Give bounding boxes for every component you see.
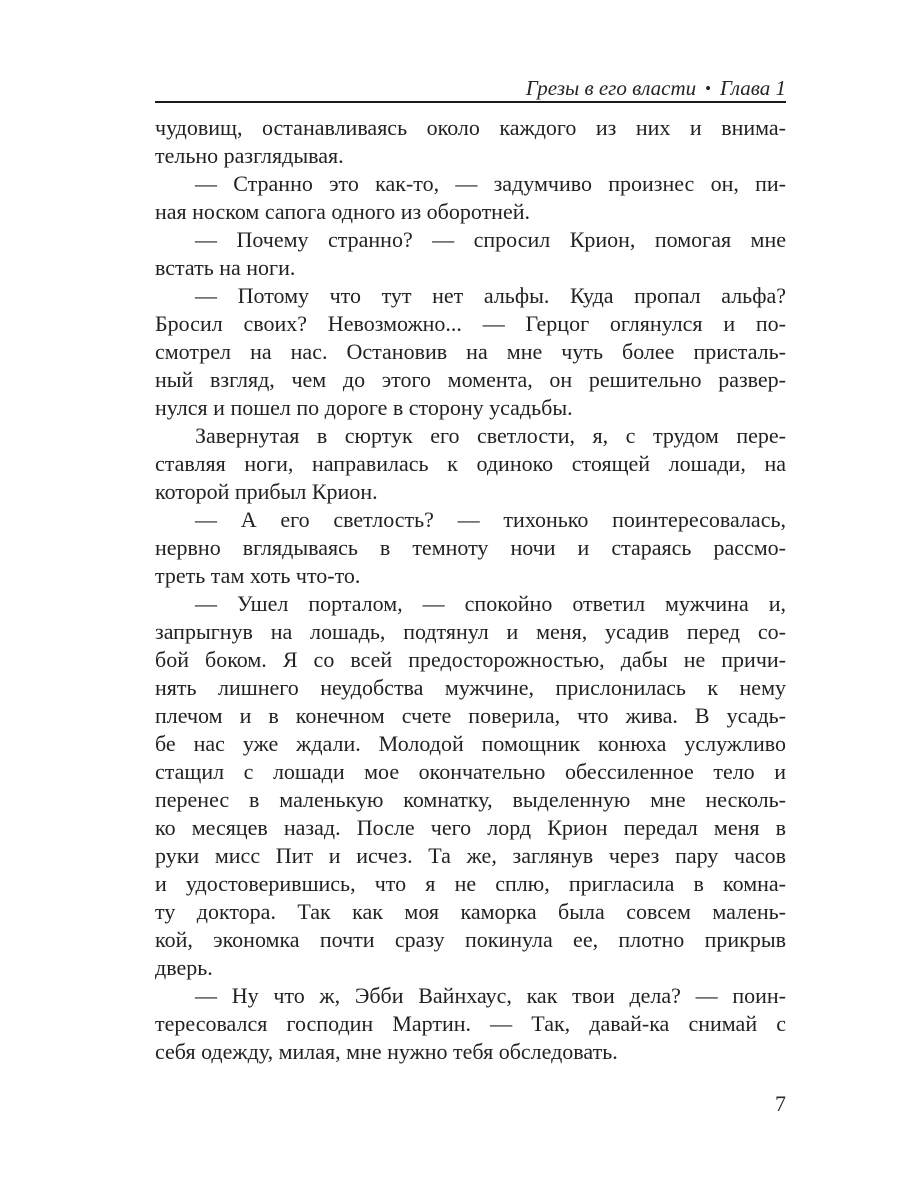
text-line: — Ушел порталом, — спокойно ответил мужчина и,: [195, 591, 786, 616]
header-separator-dot: •: [705, 79, 712, 98]
running-header: [155, 76, 786, 101]
header-rule: [155, 101, 786, 103]
text-line: ставляя ноги, направилась к одиноко стоящей лошади, на: [155, 451, 786, 476]
text-line: запрыгнув на лошадь, подтянул и меня, усадив перед со-: [155, 619, 786, 644]
text-line: перенес в маленькую комнатку, выделенную мне несколь-: [155, 787, 786, 812]
text-line: плечом и в конечном счете поверила, что жива. В усадь-: [155, 703, 786, 728]
text-line: ту доктора. Так как моя каморка была совсем малень-: [155, 899, 786, 924]
text-line: смотрел на нас. Остановив на мне чуть более присталь-: [155, 339, 786, 364]
text-line: Завернутая в сюртук его светлости, я, с трудом пере-: [195, 423, 786, 448]
text-line: стащил с лошади мое окончательно обессиленное тело и: [155, 759, 786, 784]
text-line: — Потому что тут нет альфы. Куда пропал альфа?: [195, 283, 786, 308]
text-line: нять лишнего неудобства мужчине, прислонилась к нему: [155, 675, 786, 700]
text-line: бе нас уже ждали. Молодой помощник конюха услужливо: [155, 731, 786, 756]
chapter-label: Глава 1: [720, 76, 786, 100]
text-line: — Почему странно? — спросил Крион, помогая мне: [195, 227, 786, 252]
text-line: нулся и пошел по дороге в сторону усадьбы.: [155, 395, 573, 420]
text-line: руки мисс Пит и исчез. Та же, заглянув через пару часов: [155, 843, 786, 868]
text-line: треть там хоть что-то.: [155, 563, 361, 588]
text-line: ко месяцев назад. После чего лорд Крион передал меня в: [155, 815, 786, 840]
text-line: чудовищ, останавливаясь около каждого из них и внима-: [155, 115, 786, 140]
text-line: тересовался господин Мартин. — Так, давай-ка снимай с: [155, 1011, 786, 1036]
text-line: бой боком. Я со всей предосторожностью, дабы не причи-: [155, 647, 786, 672]
text-line: Бросил своих? Невозможно... — Герцог оглянулся и по-: [155, 311, 786, 336]
text-line: кой, экономка почти сразу покинула ее, плотно прикрыв: [155, 927, 786, 952]
text-line: — А его светлость? — тихонько поинтересовалась,: [195, 507, 786, 532]
text-line: — Странно это как-то, — задумчиво произнес он, пи-: [195, 171, 786, 196]
body-text: [155, 114, 786, 1066]
text-line: и удостоверившись, что я не сплю, пригласила в комна-: [155, 871, 786, 896]
text-line: себя одежду, милая, мне нужно тебя обследовать.: [155, 1039, 618, 1064]
text-line: которой прибыл Крион.: [155, 479, 378, 504]
text-line: дверь.: [155, 955, 213, 980]
text-line: ный взгляд, чем до этого момента, он решительно развер-: [155, 367, 786, 392]
running-title: Грезы в его власти: [525, 76, 697, 100]
text-line: ная носком сапога одного из оборотней.: [155, 199, 530, 224]
page-number: 7: [775, 1091, 786, 1116]
text-line: нервно вглядываясь в темноту ночи и стараясь рассмо-: [155, 535, 786, 560]
text-line: тельно разглядывая.: [155, 143, 344, 168]
text-line: встать на ноги.: [155, 255, 296, 280]
text-line: — Ну что ж, Эбби Вайнхаус, как твои дела? — поин-: [195, 983, 786, 1008]
